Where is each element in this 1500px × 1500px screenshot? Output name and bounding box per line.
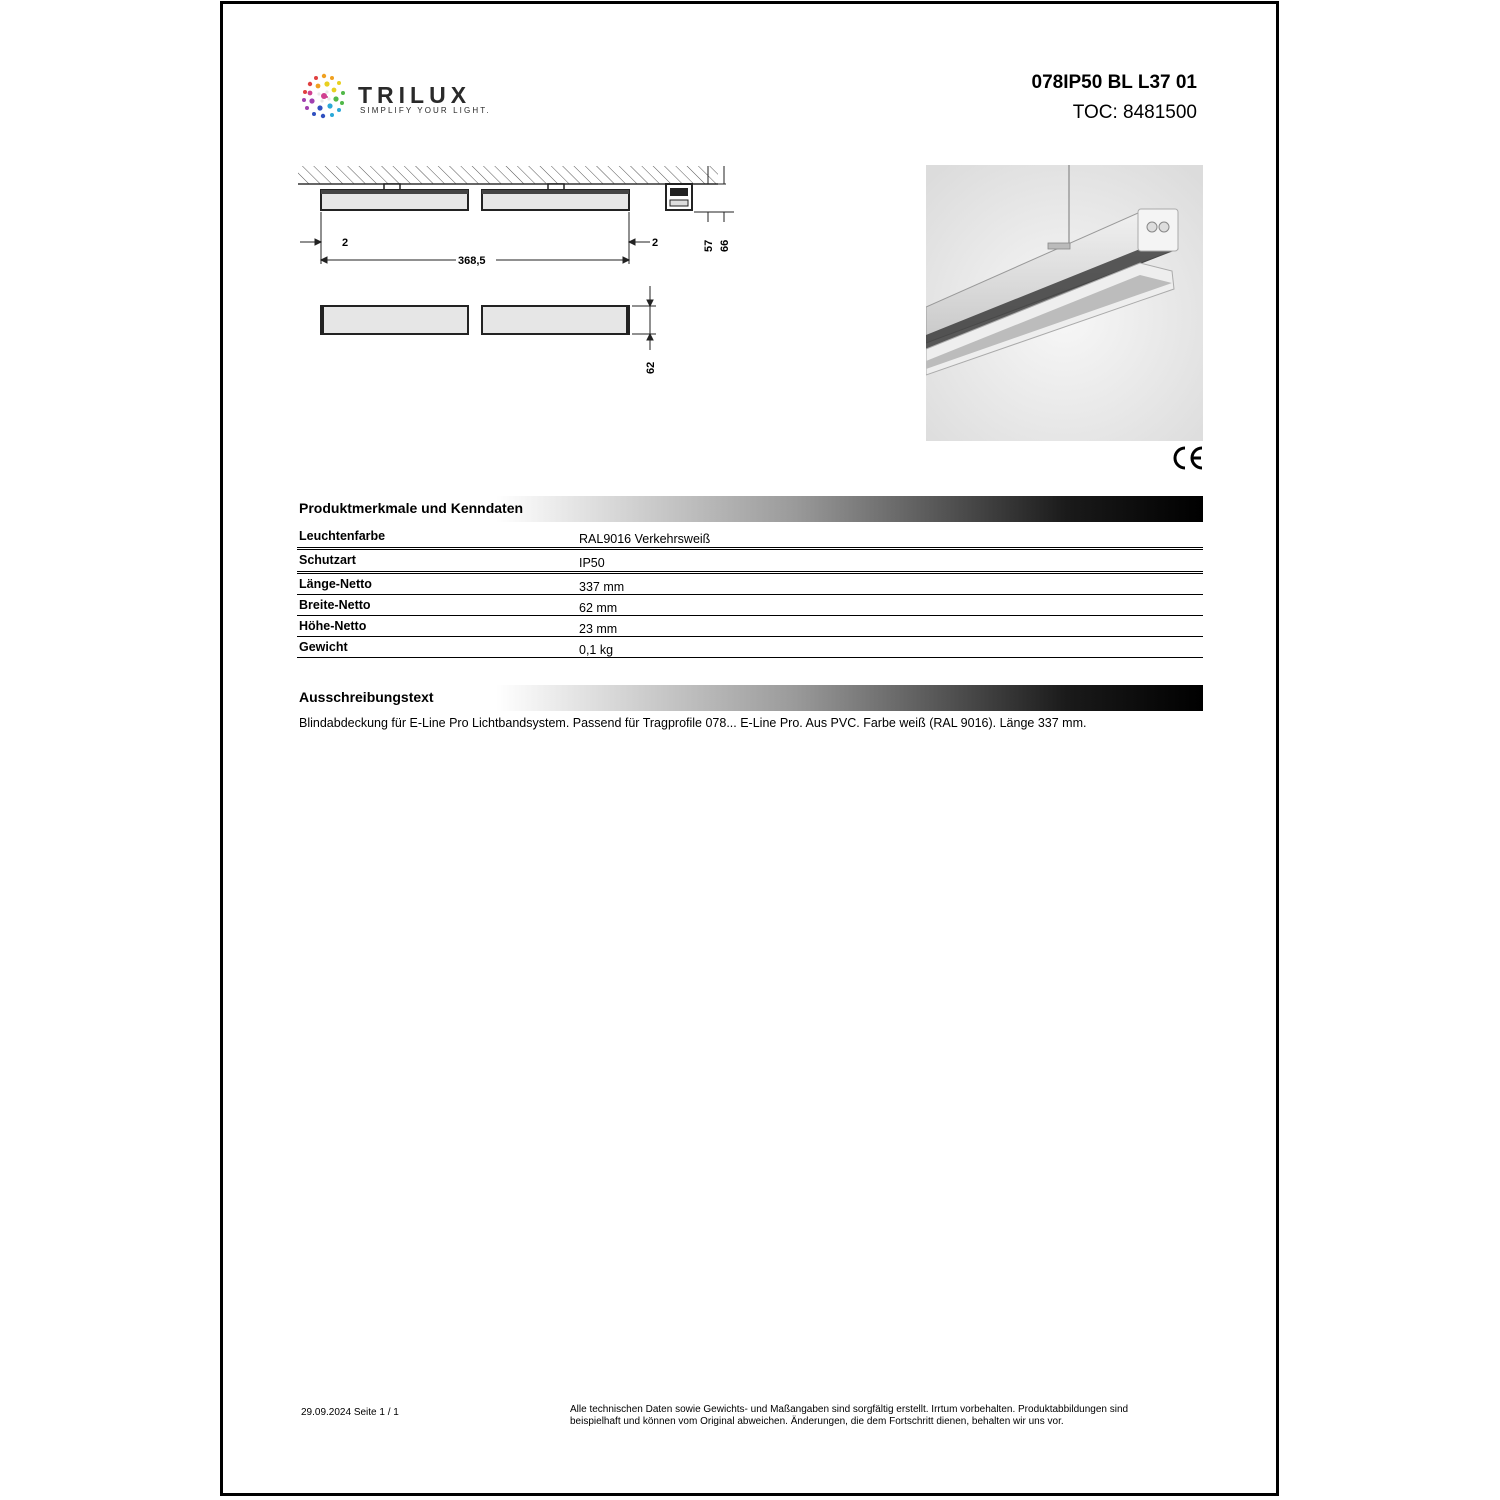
table-row [297, 574, 1203, 595]
logo-tagline: SIMPLIFY YOUR LIGHT. [360, 106, 491, 115]
spec-value: 62 mm [579, 601, 618, 615]
features-heading: Produktmerkmale und Kenndaten [299, 500, 524, 516]
footer-disclaimer: Alle technischen Daten sowie Gewichts- und Maßangaben sind sorgfältig erstellt. Irrtum vorbehalten. Produktabbildungen sind beispielhaft und können vom Original abweichen. Änderungen, die dem Fortschritt dienen, behalten wir uns vor. [570, 1404, 1129, 1427]
technical-drawing [296, 160, 746, 390]
tender-text: Blindabdeckung für E-Line Pro Lichtbandsystem. Passend für Tragprofile 078... E-Line Pro. Aus PVC. Farbe weiß (RAL 9016). Länge 337 mm. [299, 716, 1087, 730]
toc-number: TOC: 8481500 [1072, 102, 1197, 123]
dim-height-inner: 57 [703, 239, 715, 252]
spec-label: Schutzart [299, 553, 356, 567]
spec-value: 0,1 kg [579, 643, 614, 657]
product-code: 078IP50 BL L37 01 [1031, 72, 1197, 93]
footer-date-page: 29.09.2024 Seite 1 / 1 [301, 1407, 399, 1418]
cross-section [666, 184, 692, 210]
spec-value: RAL9016 Verkehrsweiß [579, 532, 711, 546]
dim-left-gap: 2 [342, 237, 349, 249]
table-row [297, 526, 1203, 550]
spec-table [297, 526, 1203, 658]
table-row [297, 550, 1203, 574]
tender-heading-bar [297, 685, 1203, 711]
table-row [297, 595, 1203, 616]
spec-label: Länge-Netto [299, 577, 372, 591]
spec-label: Breite-Netto [299, 598, 371, 612]
logo-globe-icon [296, 68, 352, 124]
bottom-view-left [321, 306, 468, 334]
dim-right-gap: 2 [652, 237, 659, 249]
trilux-logo [296, 68, 516, 124]
bottom-view-right [482, 306, 629, 334]
spec-label: Leuchtenfarbe [299, 529, 386, 543]
spec-label: Höhe-Netto [299, 619, 367, 633]
table-row [297, 616, 1203, 637]
features-heading-bar [297, 496, 1203, 522]
tender-heading: Ausschreibungstext [299, 689, 434, 705]
logo-wordmark: TRILUX [358, 82, 472, 108]
spec-value: 337 mm [579, 580, 625, 594]
width-dimension [632, 286, 656, 350]
product-photo [926, 165, 1203, 441]
dim-length: 368,5 [458, 255, 486, 267]
table-row [297, 637, 1203, 658]
spec-label: Gewicht [299, 640, 348, 654]
ceiling-hatch [298, 166, 718, 184]
ce-mark-icon [1170, 445, 1204, 471]
dim-width: 62 [645, 361, 657, 374]
spec-value: IP50 [579, 556, 605, 570]
dim-height-outer: 66 [719, 239, 731, 252]
spec-value: 23 mm [579, 622, 618, 636]
